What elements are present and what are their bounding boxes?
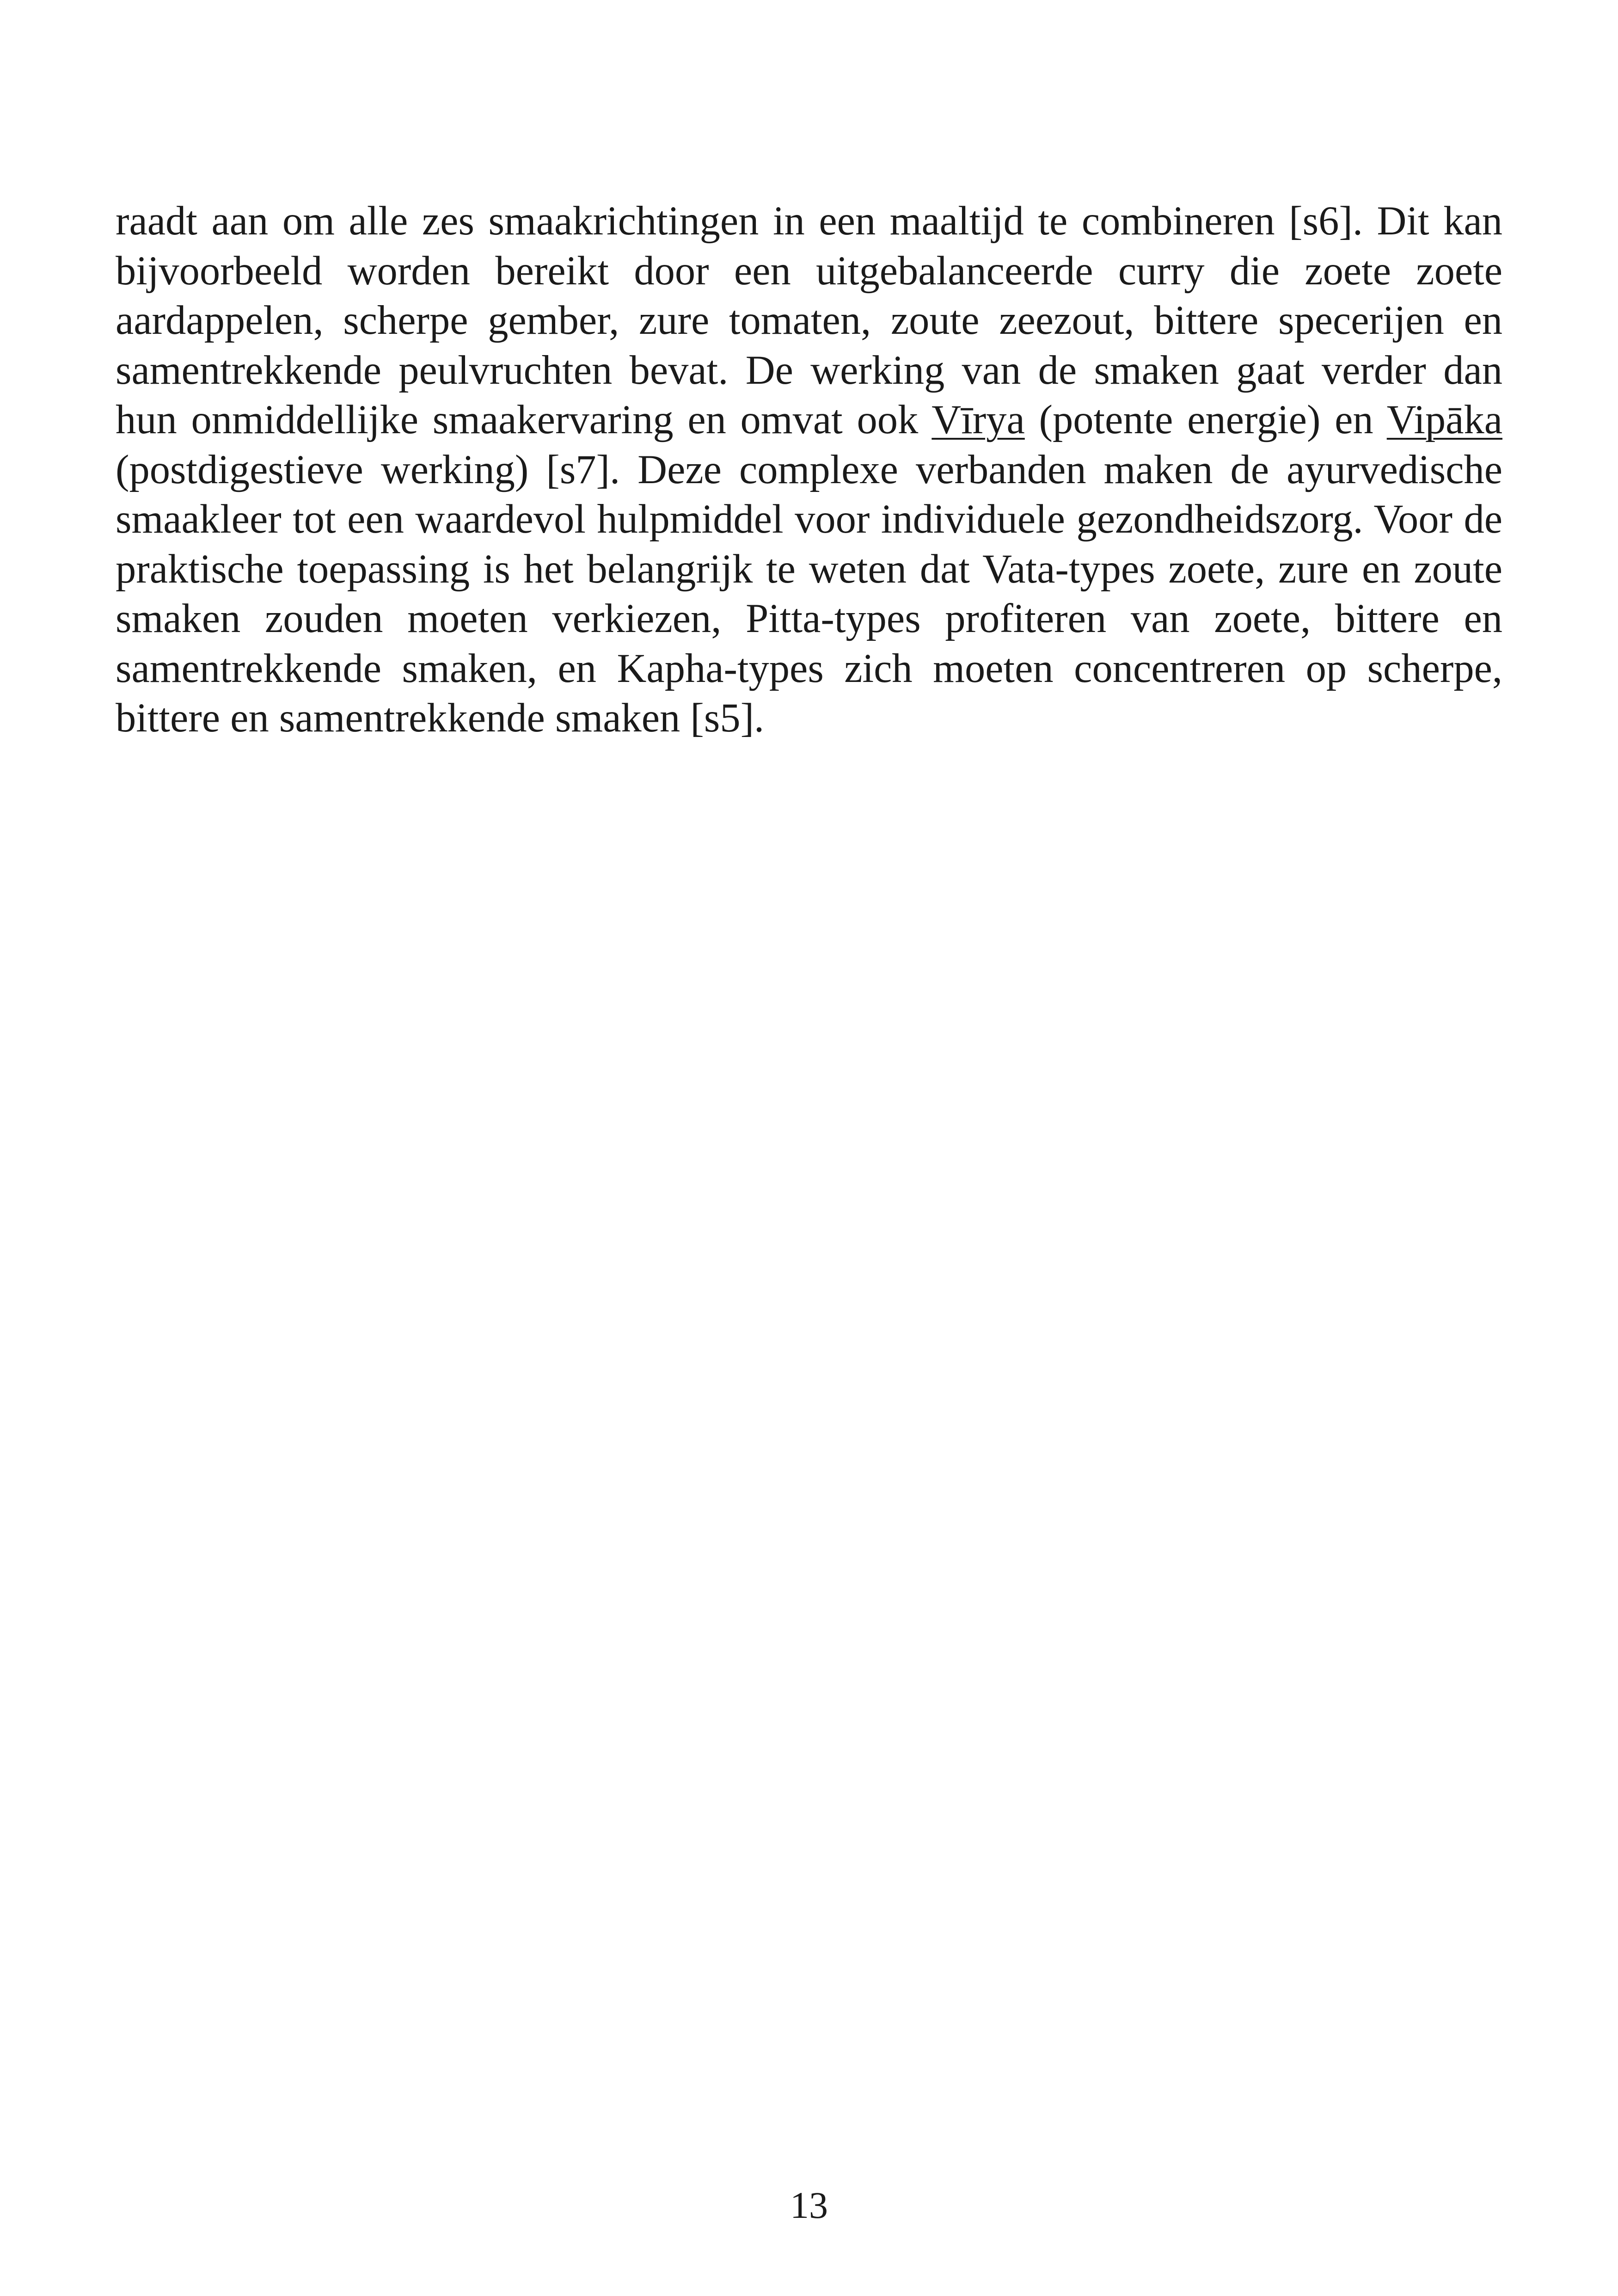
body-paragraph <box>116 196 1502 743</box>
paragraph-text-part-2: (potente energie) en <box>1024 397 1387 442</box>
paragraph-text-part-1: raadt aan om alle zes smaakrichtingen in een maaltijd te combineren [s6]. Dit kan bijvoorbeeld worden bereikt door een uitgebalanceerde curry die zoete zoete aardappelen, scherpe gember, zure tomaten, zoute zeezout, bittere specerijen en samentrekkende peulvruchten bevat. De werking van de smaken gaat verder dan hun onmiddellijke smaakervaring en omvat ook <box>116 198 1502 442</box>
page-number: 13 <box>790 2184 828 2226</box>
paragraph-text-part-3: (postdigestieve werking) [s7]. Deze complexe verbanden maken de ayurvedische smaakleer tot een waardevol hulpmiddel voor individuele gezondheidszorg. Voor de praktische toepassing is het belangrijk te weten dat Vata-types zoete, zure en zoute smaken zouden moeten verkiezen, Pitta-types profiteren van zoete, bittere en samentrekkende smaken, en Kapha-types zich moeten concentreren op scherpe, bittere en samentrekkende smaken [s5]. <box>116 447 1502 741</box>
term-vipaka-link[interactable]: Vipāka <box>1386 397 1502 442</box>
term-virya-link[interactable]: Vīrya <box>932 397 1025 442</box>
